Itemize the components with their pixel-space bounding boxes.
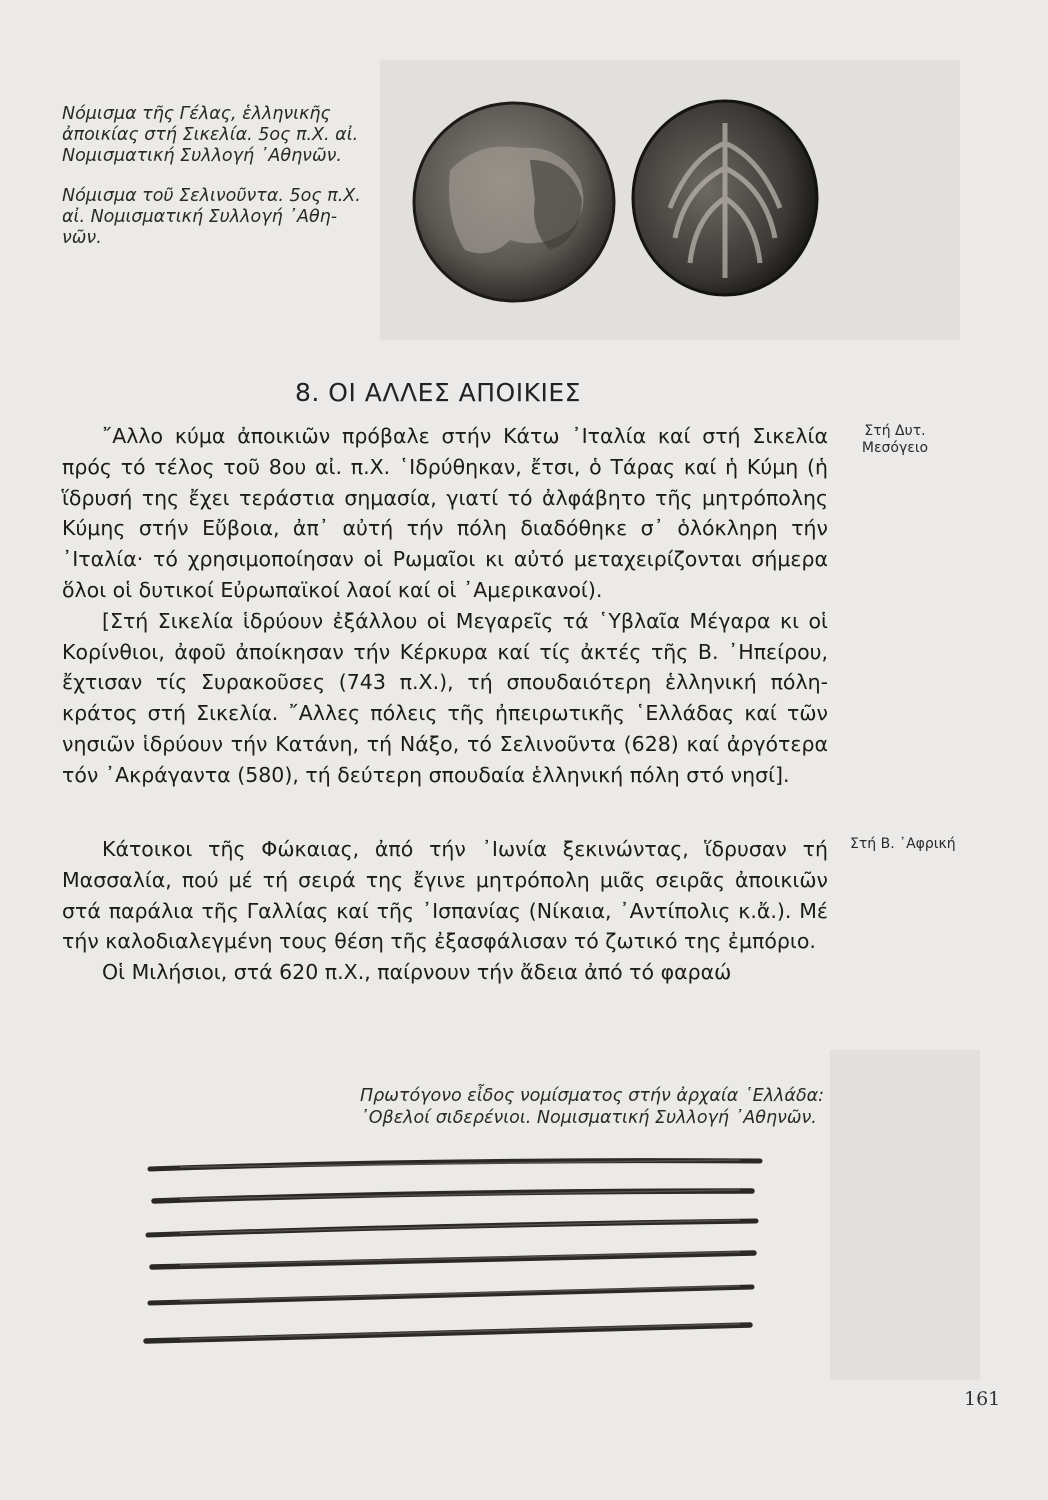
section-title: 8. ΟΙ ΑΛΛΕΣ ΑΠΟΙΚΙΕΣ [295, 378, 581, 407]
paragraph: ῎Αλλο κύμα ἀποικιῶν πρόβαλε στήν Κάτω ᾿Ιταλία καί στή Σικελία πρός τό τέλος τοῦ 8ου αἰ. π.Χ. ῾Ιδρύθηκαν, ἔτσι, ὁ Τάρας καί ἡ Κύμη (ἡ ἵδρυσή της ἔχει τεράστια σημασία, γιατί τό ἀλφάβητο τῆς μητρόπολης Κύμης στήν Εὔβοια, ἀπ᾿ αὐτή τήν πόλη διαδόθηκε σ᾿ ὁλόκληρη τήν ᾿Ιταλία· τό χρησιμοποίησαν οἱ Ρωμαῖοι κι αὐτό μεταχειρίζονται σήμερα ὅλοι οἱ δυτικοί Εὐρωπαϊκοί λαοί καί οἱ ᾿Αμερικανοί). [62, 424, 828, 602]
paragraph: Κάτοικοι τῆς Φώκαιας, ἀπό τήν ᾿Ιωνία ξεκινώντας, ἵδρυσαν τή Μασσαλία, πού μέ τή σειρά της ἔγινε μητρόπολη μιᾶς σειρᾶς ἀποικιῶν στά παράλια τῆς Γαλλίας καί τῆς ᾿Ισπανίας (Νίκαια, ᾿Αντίπολις κ.ἄ.). Μέ τήν καλοδιαλεγμένη τους θέση τῆς ἐξασφάλισαν τό ζωτικό της ἐμπόριο. [62, 837, 828, 954]
show-through-right [830, 1050, 980, 1380]
iron-spits-image [140, 1155, 770, 1370]
coin-selinus-image [630, 98, 820, 298]
paragraph: Οἱ Μιλήσιοι, στά 620 π.Χ., παίρνουν τήν ἄδεια ἀπό τό φαραώ [102, 960, 732, 985]
paragraph: [Στή Σικελία ἱδρύουν ἐξάλλου οἱ Μεγαρεῖς τά ῾Υβλαῖα Μέγαρα κι οἱ Κορίνθιοι, ἀφοῦ ἀποίκησαν τήν Κέρκυρα καί τίς ἀκτές τῆς Β. ᾿Ηπείρου, ἔχτισαν τίς Συρακοῦσες (743 π.Χ.), τή σπουδαιότερη ἑλληνική πόλη-κράτος στή Σικελία. ῎Αλλες πόλεις τῆς ἠπειρωτικῆς ῾Ελλάδας καί τῶν νησιῶν ἱδρύουν τήν Κατάνη, τή Νάξο, τό Σελινοῦντα (628) καί ἀργότερα τόν ᾿Ακράγαντα (580), τή δεύτερη σπουδαία ἑλληνική πόλη στό νησί]. [62, 608, 828, 787]
main-text-block-1 [62, 421, 828, 791]
margin-note-west-med: Στή Δυτ. Μεσόγειο [861, 423, 929, 456]
coin1-caption: Νόμισμα τῆς Γέλας, ἑλληνικῆς ἀποικίας στή Σικελία. 5ος π.Χ. αἰ. Νομισματική Συλλογή ᾿Αθηνῶν. [62, 104, 359, 166]
page-number: 161 [964, 1388, 1001, 1410]
margin-note-north-africa: Στή Β. ᾿Αφρική [850, 836, 956, 852]
coin-gela-image [410, 100, 620, 305]
coin2-caption: Νόμισμα τοῦ Σελινοῦντα. 5ος π.Χ. αἰ. Νομισματική Συλλογή ᾿Αθη- νῶν. [62, 186, 361, 248]
iron-spits-caption: Πρωτόγονο εἶδος νομίσματος στήν ἀρχαία ῾Ελλάδα: ᾿Οβελοί σιδερένιοι. Νομισματική Συλλογή ᾿Αθηνῶν. [360, 1086, 825, 1128]
main-text-block-2 [62, 834, 828, 988]
